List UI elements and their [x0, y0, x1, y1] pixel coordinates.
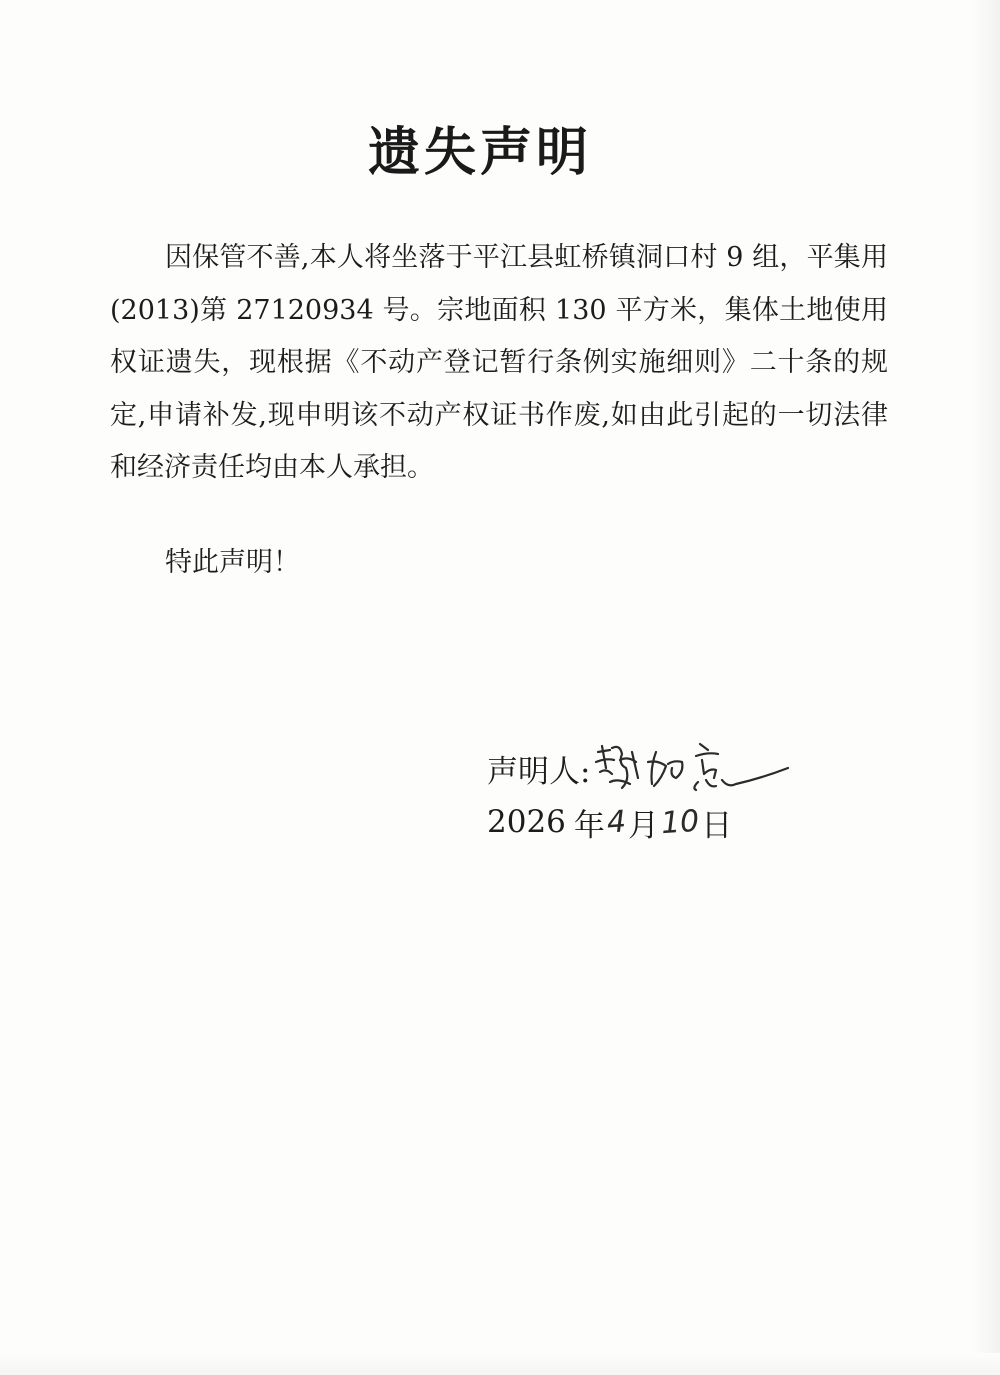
date-day-handwritten: 10 — [659, 803, 701, 841]
date-line — [487, 796, 732, 848]
closing-remark: 特此声明！ — [165, 547, 300, 578]
date-year: 2026 — [487, 804, 566, 840]
statement-body: 因保管不善,本人将坐落于平江县虹桥镇洞口村 9 组，平集用(2013)第 27120934 号。宗地面积 130 平方米，集体土地使用权证遗失，现根据《不动产登记暂行条例实施细则》二十条的规定,申请补发,现申明该不动产权证书作废,如由此引起的一切法律和经济责任均由本人承担。 — [110, 242, 888, 483]
date-month-suffix: 月 — [628, 807, 659, 844]
scan-edge-right — [970, 0, 1000, 1375]
date-year-suffix: 年 — [573, 807, 605, 844]
signer-label: 声明人: — [487, 753, 591, 790]
scan-edge-bottom — [0, 1353, 1000, 1375]
handwritten-signature — [592, 738, 792, 798]
document-title: 遗失声明 — [367, 123, 592, 183]
date-day-suffix: 日 — [701, 807, 733, 844]
signer-line — [487, 742, 792, 794]
date-month-handwritten: 4 — [605, 803, 628, 841]
